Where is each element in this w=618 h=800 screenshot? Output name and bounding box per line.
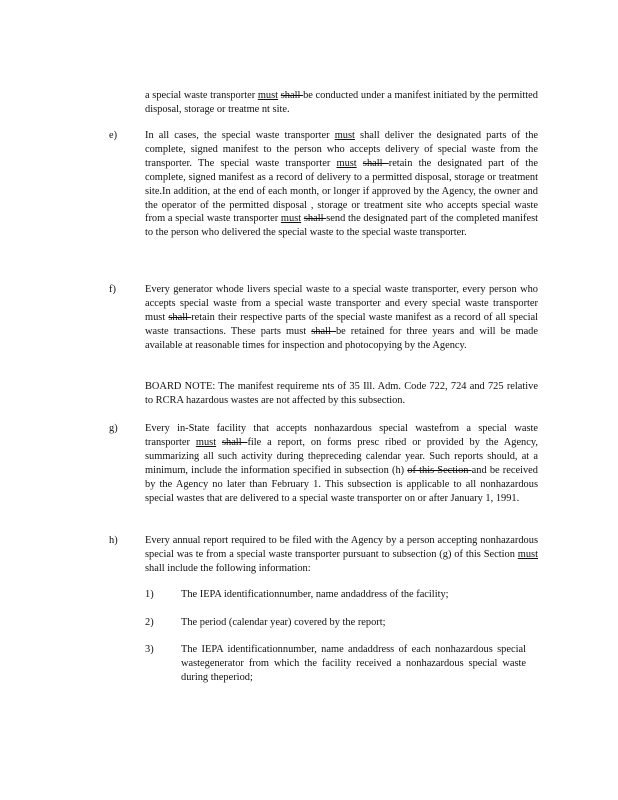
- text-run: shall include the following information:: [145, 562, 311, 574]
- intro-paragraph: [145, 89, 538, 117]
- deleted-text: shall: [280, 90, 304, 101]
- text-run: Every in-State facility that accepts nonhazardous special wastefrom a special waste transporter: [145, 423, 538, 448]
- board-note: BOARD NOTE: The manifest requireme nts of 35 Ill. Adm. Code 722, 724 and 725 relative to RCRA hazardous wastes are not affected by this subsection.: [145, 381, 538, 406]
- subsection-g-text: [145, 422, 538, 505]
- deleted-text: shall: [168, 311, 192, 323]
- text-run: a special waste transporter: [145, 90, 258, 101]
- text-run: In all cases, the special waste transporter: [145, 130, 335, 141]
- subsection-h-text: [145, 534, 538, 576]
- text-run: and be received by the Agency no later than February 1. This subsection is applicable to all nonhazardous special wastes that are delivered to a special waste transporter on or after January 1, 1991.: [145, 464, 538, 504]
- text-run: Every annual report required to be filed with the Agency by a person accepting nonhazardous special was te from a special waste transporter pursuant to subsection (g) of this Section: [145, 535, 538, 560]
- subsection-h-label: h): [109, 535, 118, 546]
- deleted-text: shall: [362, 157, 389, 169]
- list-item-label: 1): [145, 589, 154, 600]
- inserted-text: must: [257, 90, 279, 101]
- subsection-f-text: [145, 283, 538, 353]
- inserted-text: must: [280, 213, 302, 225]
- text-run: retain their respective parts of the special waste manifest as a record of all special waste transactions. These parts must: [145, 311, 538, 337]
- deleted-text: shall: [303, 213, 327, 225]
- inserted-text: must: [195, 436, 217, 448]
- list-item-text: The period (calendar year) covered by the report;: [181, 617, 386, 628]
- list-item-text: The IEPA identificationnumber, name andaddress of the facility;: [181, 589, 449, 600]
- subsection-f-label: f): [109, 284, 116, 295]
- list-item-text: The IEPA identificationnumber, name andaddress of each nonhazardous special wastegenerator from which the facility received a nonhazardous special waste during theperiod;: [181, 644, 526, 683]
- text-run: be retained for three years and will be made available at reasonable times for inspection and photocopying by the Agency.: [145, 325, 538, 351]
- subsection-e-label: e): [109, 130, 118, 141]
- text-run: Every generator whode livers special waste to a special waste transporter, every person who accepts special waste from a special waste transporter and every special waste transporter must: [145, 284, 538, 323]
- text-run: send the designated part of the completed manifest to the person who delivered the special waste to the special waste transporter.: [145, 213, 539, 239]
- inserted-text: must: [334, 130, 355, 141]
- inserted-text: must: [517, 548, 538, 560]
- text-run: be conducted under a manifest initiated by the permitted disposal, storage or treatme nt site.: [145, 90, 538, 115]
- subsection-e-text: [145, 129, 538, 240]
- text-run: retain the designated part of the complete, signed manifest as a record of delivery to a permitted disposal, storage or treatment site.In addition, at the end of each month, or longer if approved by the Agency, the owner and the operator of the permitted disposal , storage or treatment site who accepts special waste from a special waste transporter: [145, 157, 538, 225]
- list-item-label: 2): [145, 617, 154, 628]
- deleted-text: of this Section: [407, 464, 472, 476]
- text-run: file a report, on forms presc ribed or provided by the Agency, summarizing all such activity during thepreceding calendar year. Such reports should, at a minimum, include the information specified in subsection (h): [145, 436, 538, 476]
- inserted-text: must: [336, 157, 357, 169]
- subsection-g-label: g): [109, 423, 118, 434]
- deleted-text: shall: [221, 436, 248, 448]
- list-item-label: 3): [145, 644, 154, 655]
- deleted-text: shall: [311, 325, 336, 337]
- text-run: shall deliver the designated parts of the complete, signed manifest to the person who accepts delivery of special waste from the transporter. The special waste transporter: [145, 130, 538, 169]
